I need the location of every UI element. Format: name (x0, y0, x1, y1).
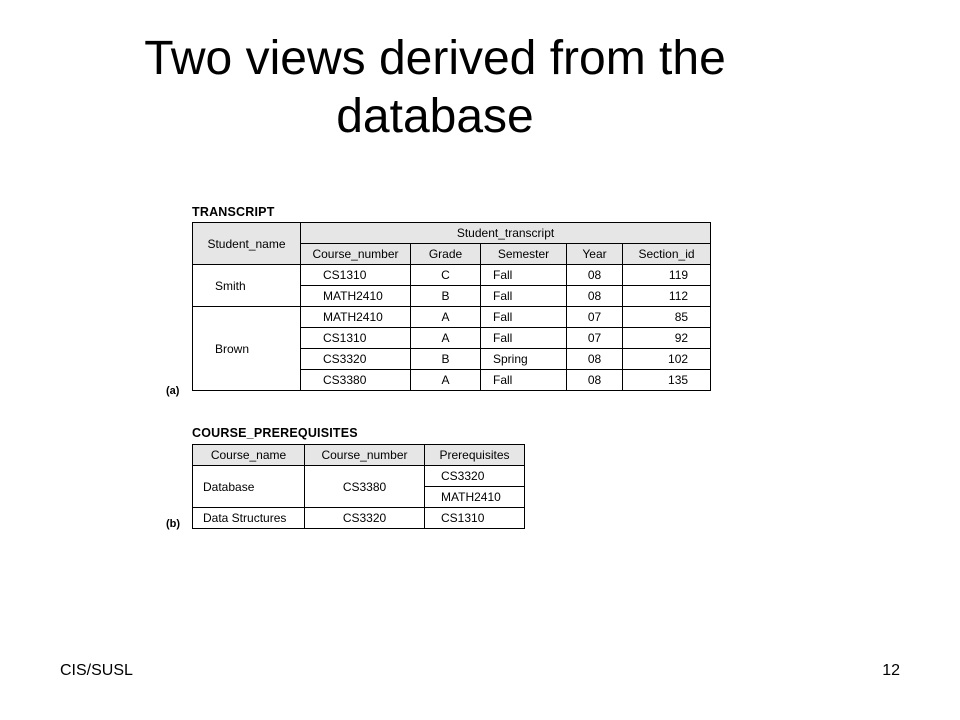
header-semester: Semester (481, 244, 567, 265)
section-cell: 102 (623, 349, 711, 370)
section-cell: 135 (623, 370, 711, 391)
semester-cell: Fall (481, 286, 567, 307)
grade-cell: B (411, 286, 481, 307)
course-number-cell: CS3320 (305, 508, 425, 529)
course-prerequisites-title: COURSE_PREREQUISITES (192, 426, 358, 440)
semester-cell: Spring (481, 349, 567, 370)
table-row (193, 307, 711, 328)
course-number-cell: CS3380 (305, 466, 425, 508)
grade-cell: B (411, 349, 481, 370)
prerequisite-cell: CS1310 (425, 508, 525, 529)
header-prerequisites: Prerequisites (425, 445, 525, 466)
grade-cell: A (411, 328, 481, 349)
footer-left-text: CIS/SUSL (60, 662, 133, 679)
year-cell: 08 (567, 370, 623, 391)
header-course-name: Course_name (193, 445, 305, 466)
transcript-table (192, 222, 711, 391)
table-row (193, 508, 525, 529)
prerequisite-cell: MATH2410 (425, 487, 525, 508)
course-cell: CS1310 (301, 265, 411, 286)
course-prerequisites-table (192, 444, 525, 529)
header-course-number: Course_number (301, 244, 411, 265)
section-cell: 85 (623, 307, 711, 328)
semester-cell: Fall (481, 328, 567, 349)
figure-a-label: (a) (166, 385, 180, 397)
student-name-cell: Brown (193, 307, 301, 391)
course-cell: MATH2410 (301, 286, 411, 307)
year-cell: 07 (567, 307, 623, 328)
transcript-title: TRANSCRIPT (192, 205, 275, 219)
page-number: 12 (882, 662, 900, 679)
prerequisite-cell: CS3320 (425, 466, 525, 487)
course-name-cell: Data Structures (193, 508, 305, 529)
course-name-cell: Database (193, 466, 305, 508)
semester-cell: Fall (481, 307, 567, 328)
section-cell: 112 (623, 286, 711, 307)
year-cell: 07 (567, 328, 623, 349)
section-cell: 119 (623, 265, 711, 286)
semester-cell: Fall (481, 370, 567, 391)
table-row (193, 265, 711, 286)
table-row (193, 466, 525, 487)
header-student-name: Student_name (193, 223, 301, 265)
header-course-number: Course_number (305, 445, 425, 466)
semester-cell: Fall (481, 265, 567, 286)
grade-cell: A (411, 307, 481, 328)
course-cell: MATH2410 (301, 307, 411, 328)
header-section-id: Section_id (623, 244, 711, 265)
grade-cell: C (411, 265, 481, 286)
year-cell: 08 (567, 286, 623, 307)
year-cell: 08 (567, 265, 623, 286)
header-year: Year (567, 244, 623, 265)
section-cell: 92 (623, 328, 711, 349)
figure-b-label: (b) (166, 518, 181, 530)
course-cell: CS3380 (301, 370, 411, 391)
course-cell: CS3320 (301, 349, 411, 370)
header-grade: Grade (411, 244, 481, 265)
grade-cell: A (411, 370, 481, 391)
year-cell: 08 (567, 349, 623, 370)
header-student-transcript: Student_transcript (301, 223, 711, 244)
slide-title: Two views derived from the database (144, 32, 726, 143)
course-cell: CS1310 (301, 328, 411, 349)
student-name-cell: Smith (193, 265, 301, 307)
